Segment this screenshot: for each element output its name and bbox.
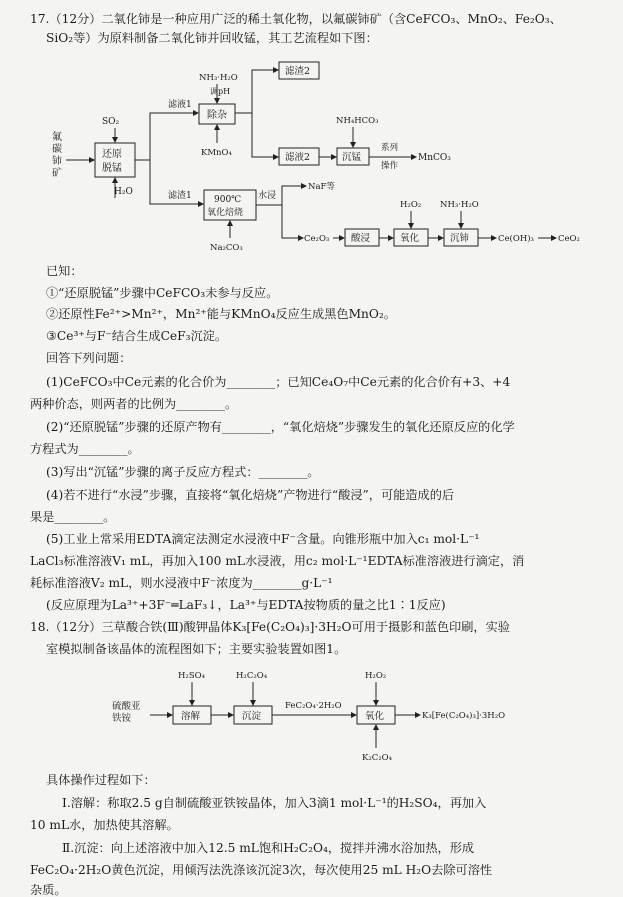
q17-part5-c: 耗标准溶液V₂ mL，则水浸液中F⁻浓度为________g·L⁻¹ xyxy=(30,576,333,590)
ceo2-label: CeO₂ xyxy=(558,234,580,244)
fec2o4-label: FeC₂O₄·2H₂O xyxy=(285,701,342,711)
q17-header: 17.（12分）二氧化铈是一种应用广泛的稀土氧化物，以氟碳铈矿（含CeFCO₃、MnO₂、Fe₂O₃、 xyxy=(30,12,562,26)
q18-header: 18.（12分）三草酸合铁(Ⅲ)酸钾晶体K₃[Fe(C₂O₄)₃]·3H₂O可用于摄影和蓝色印刷，实验 xyxy=(30,620,510,634)
roast-temp: 900℃ xyxy=(214,195,242,205)
q17-flow-diagram xyxy=(0,0,623,260)
known-label: 已知： xyxy=(46,264,83,278)
nh3h2o-label-2: NH₃·H₂O xyxy=(440,200,479,210)
ore-label-4: 矿 xyxy=(52,168,62,179)
step2-b: FeC₂O₄·2H₂O黄色沉淀，用倾泻法洗涤该沉淀3次，每次使用25 mL H₂O去除可溶性 xyxy=(30,863,493,877)
ce2o3-label: Ce₂O₃ xyxy=(304,234,330,244)
answer-label: 回答下列问题： xyxy=(46,351,132,365)
filtrate1-label: 滤液1 xyxy=(168,100,192,110)
mnco3-label: MnCO₃ xyxy=(418,153,451,163)
roast-label: 氧化焙烧 xyxy=(207,208,244,218)
q17-part2-a: (2)“还原脱锰”步骤的还原产物有________，“氧化焙烧”步骤发生的氧化还原反应的化学 xyxy=(46,420,515,434)
product-label: K₃[Fe(C₂O₄)₃]·3H₂O xyxy=(422,711,506,721)
q18-flow-diagram xyxy=(0,660,623,770)
box-mn-label: 沉锰 xyxy=(342,152,362,163)
kmno4-label: KMnO₄ xyxy=(201,148,232,158)
step1-b: 10 mL水，加热使其溶解。 xyxy=(30,818,179,832)
q18-header-line2: 室模拟制备该晶体的流程图如下；主要实验装置如图1。 xyxy=(46,642,347,656)
nh3h2o-label: NH₃·H₂O xyxy=(199,73,238,83)
known-1: ①“还原脱锰”步骤中CeFCO₃未参与反应。 xyxy=(46,286,279,300)
dissolve-label: 溶解 xyxy=(181,711,201,722)
box-reduce-line2: 脱锰 xyxy=(102,163,122,174)
nh4hco3-label: NH₄HCO₃ xyxy=(336,116,379,126)
k2c2o4-label: K₂C₂O₄ xyxy=(362,753,393,763)
na2co3-label: Na₂CO₃ xyxy=(210,243,243,253)
precip-label: 沉淀 xyxy=(242,711,262,722)
step2-c: 杂质。 xyxy=(30,883,67,897)
ce-precip-label: 沉铈 xyxy=(450,233,470,244)
step2-a: Ⅱ.沉淀：向上述溶液中加入12.5 mL饱和H₂C₂O₄，搅拌并沸水浴加热，形成 xyxy=(62,841,475,855)
q17-part3: (3)写出“沉锰”步骤的离子反应方程式：________。 xyxy=(46,465,320,479)
box-reduce-line1: 还原 xyxy=(102,149,122,160)
q17-part5-b: LaCl₃标准溶液V₁ mL，再加入100 mL水浸液，用c₂ mol·L⁻¹EDTA标准溶液进行滴定，消 xyxy=(30,554,525,568)
known-3: ③Ce³⁺与F⁻结合生成CeF₃沉淀。 xyxy=(46,329,228,343)
so2-label: SO₂ xyxy=(102,117,120,127)
series-op-1: 系列 xyxy=(381,143,399,153)
ceoh3-label: Ce(OH)₃ xyxy=(498,234,534,244)
filtrate2-label: 滤液2 xyxy=(285,152,311,163)
q17-part5-d: (反应原理为La³⁺+3F⁻═LaF₃↓，La³⁺与EDTA按物质的量之比1∶1反应) xyxy=(46,598,446,612)
h2so4-label: H₂SO₄ xyxy=(178,671,206,681)
q17-part1-a: (1)CeFCO₃中Ce元素的化合价为________；已知Ce₄O₇中Ce元素的化合价有+3、+4 xyxy=(46,375,511,389)
q17-part5-a: (5)工业上常采用EDTA滴定法测定水浸液中F⁻含量。向锥形瓶中加入c₁ mol·L⁻¹ xyxy=(46,532,480,546)
q17-part2-b: 方程式为________。 xyxy=(30,442,140,456)
q17-header-line2: SiO₂等）为原料制备二氧化铈并回收锰，其工艺流程如下图： xyxy=(46,31,378,45)
water-leach-label: 水浸 xyxy=(258,191,277,201)
ore-label-2: 碳 xyxy=(52,144,62,155)
h2o2-label: H₂O₂ xyxy=(400,200,422,210)
known-2: ②还原性Fe²⁺>Mn²⁺，Mn²⁺能与KMnO₄反应生成黑色MnO₂。 xyxy=(46,307,396,321)
h2c2o4-label: H₂C₂O₄ xyxy=(236,671,268,681)
q17-part4-b: 果是________。 xyxy=(30,510,116,524)
adjust-ph-label: 调pH xyxy=(210,87,231,96)
naf-label: NaF等 xyxy=(308,182,335,192)
box-remove-label: 除杂 xyxy=(207,110,227,121)
step1-a: Ⅰ.溶解：称取2.5 g自制硫酸亚铁铵晶体，加入3滴1 mol·L⁻¹的H₂SO₄，再加入 xyxy=(62,796,487,810)
h2o2-18-label: H₂O₂ xyxy=(365,671,387,681)
acid-leach-label: 酸浸 xyxy=(351,233,371,244)
h2o-label-left: H₂O xyxy=(114,187,133,197)
residue1-label: 滤渣1 xyxy=(168,191,192,201)
q17-part4-a: (4)若不进行“水浸”步骤，直接将“氧化焙烧”产物进行“酸浸”，可能造成的后 xyxy=(46,488,455,502)
residue2-label: 滤渣2 xyxy=(285,66,311,77)
oxidize-label: 氧化 xyxy=(400,233,420,244)
series-op-2: 操作 xyxy=(381,161,399,171)
ore-label-1: 氟 xyxy=(52,132,62,143)
src-label-2: 铁铵 xyxy=(112,713,132,724)
q17-part1-b: 两种价态，则两者的比例为________。 xyxy=(30,397,238,411)
ore-label-3: 铈 xyxy=(52,156,62,167)
procedure-label: 具体操作过程如下： xyxy=(46,773,156,787)
oxidize-18-label: 氧化 xyxy=(365,711,385,722)
src-label-1: 硫酸亚 xyxy=(112,701,141,712)
